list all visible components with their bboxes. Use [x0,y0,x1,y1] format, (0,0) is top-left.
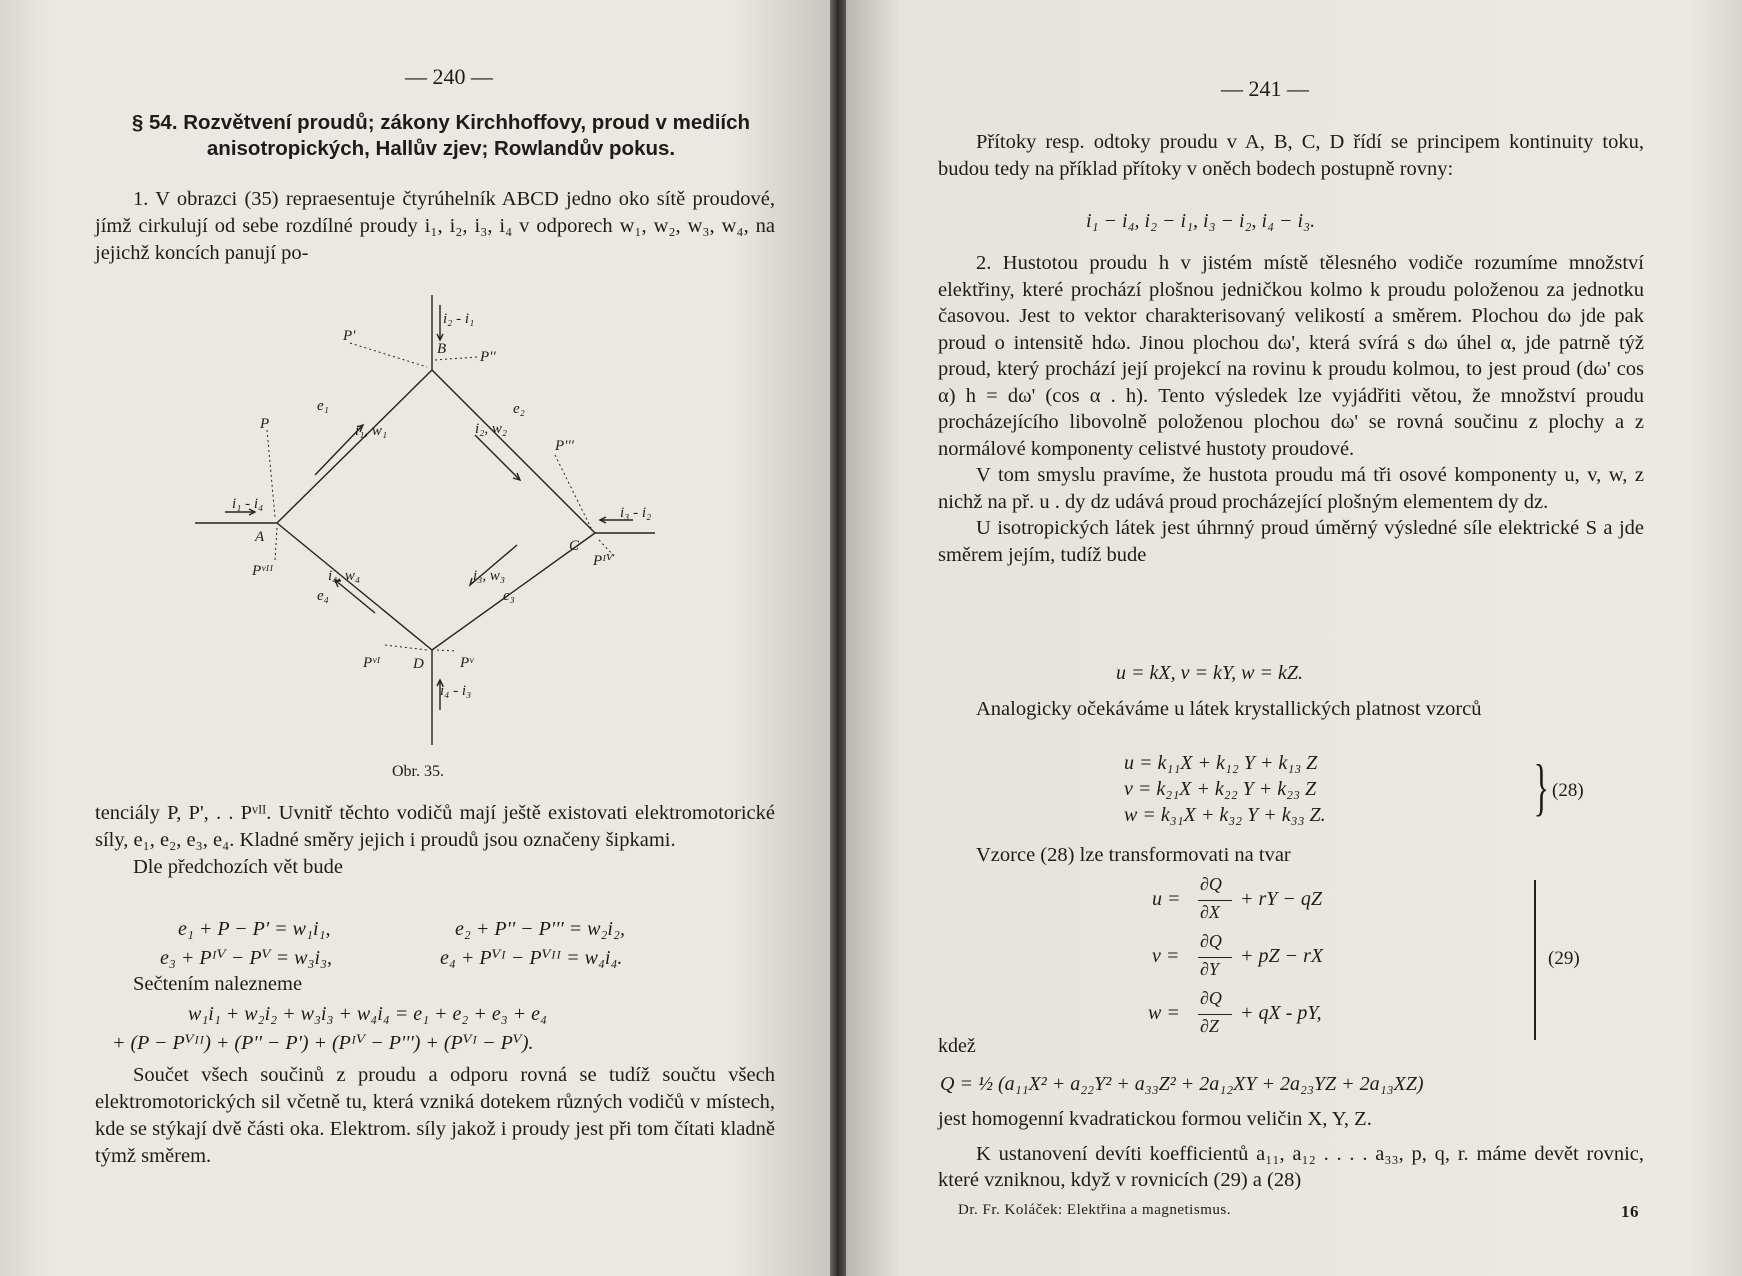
paragraph: Vzorce (28) lze transformovati na tvar [976,844,1291,866]
arrow-i4 [335,580,375,613]
label-bottom-current: i₄ - i₃ [440,683,472,699]
equation: e₁ + P − P' = w₁i₁, [178,918,331,940]
denominator: ∂X [1200,902,1220,922]
footer-title: Dr. Fr. Koláček: Elektřina a magnetismus. [958,1202,1231,1218]
paragraph: Sečtením nalezneme [133,973,303,995]
signature-number: 16 [1621,1202,1639,1221]
equation: e₂ + P'' − P''' = w₂i₂, [455,918,625,940]
equation-lhs: u = [1152,888,1181,910]
equation: e₄ + Pⱽᴵ − Pⱽᴵᴵ = w₄i₄. [440,947,623,969]
label-A: A [255,529,265,545]
equation-number: (29) [1548,948,1580,969]
equation: w₁i₁ + w₂i₂ + w₃i₃ + w₄i₄ = e₁ + e₂ + e₃ + e₄ [188,1003,548,1025]
label-P7: Pᵛᴵᴵ [252,563,274,579]
fraction-bar [1198,957,1232,958]
equation-lhs: w = [1148,1002,1180,1024]
page-number: — 241 — [1221,76,1309,101]
denominator: ∂Z [1200,1016,1219,1036]
label-i2w2: i₂, w₂ [475,421,508,437]
wire-ba [277,370,432,523]
paragraph: Přítoky resp. odtoky proudu v A, B, C, D řídí se principem kontinuity toku, budou tedy na příklad přítoky v oněch bodech postupně rovny: [938,131,1644,180]
label-P5: Pᵛ [460,655,474,671]
section-heading: § 54. Rozvětvení proudů; zákony Kirchhoffovy, proud v mediích anisotropických, Hallův zjev; Rowlandův pokus. [131,111,751,160]
label-P6: Pᵛᴵ [363,655,381,671]
paragraph: 1. V obrazci (35) repraesentuje čtyrúhelník ABCD jedno oko sítě proudové, jímž cirkulují od sebe rozdílné proudy i₁, i₂, i₃, i₄ v odporech w₁, w₂, w₃, w₄, na jejichž koncích panují po- [95,188,775,264]
label-i4w4: i₄, w₄ [328,568,361,584]
label-P: P [260,416,270,432]
paragraph: Dle předchozích vět bude [133,856,344,878]
numerator: ∂Q [1200,931,1222,951]
equation-number: (28) [1552,780,1584,801]
paragraph: U isotropických látek jest úhrnný proud úměrný výsledné síle elektrické S a jde směrem jejím, tudíž bude [938,517,1644,566]
brace-line [1534,880,1536,1040]
paragraph: V tom smyslu pravíme, že hustota proudu má tři osové komponenty u, v, w, z nichž na př. u . dy dz udává proud procházející plošným elementem dy dz. [938,464,1644,513]
label-e1: e₁ [317,398,329,414]
equation: w = k₃₁X + k₃₂ Y + k₃₃ Z. [1124,804,1326,826]
label-e4: e₄ [317,588,329,604]
page-number: — 240 — [405,64,493,89]
numerator: ∂Q [1200,874,1222,894]
equation: + (P − Pⱽᴵᴵ) + (P'' − P') + (Pᴵⱽ − P''') + (Pⱽᴵ − Pⱽ). [112,1032,534,1054]
circuit-figure [195,295,675,765]
equation-lhs: v = [1152,945,1180,967]
book-gutter [830,0,846,1276]
label-e2: e₂ [513,401,525,417]
paragraph: Součet všech součinů z proudu a odporu rovná se tudíž součtu všech elektromotorických sil včetně tu, která vzniká dotekem různých vodičů v místech, kde se stýkají dvě části oka. Elektrom. síly jakož i proudy jest při tom čítati kladně týmž směrem. [95,1064,775,1167]
equation-rest: + qX - pY, [1240,1002,1322,1024]
equation-rest: + pZ − rX [1240,945,1324,967]
label-right-current: i₃ - i₂ [620,505,652,521]
equation-Q: Q = ½ (a₁₁X² + a₂₂Y² + a₃₃Z² + 2a₁₂XY + 2a₂₃YZ + 2a₁₃XZ) [940,1073,1424,1095]
fraction-bar [1198,1014,1232,1015]
word-kdez: kdež [938,1035,976,1057]
paragraph: 2. Hustotou proudu h v jistém místě tělesného vodiče rozumíme množství elektřiny, které prochází plošnou jedničkou kolmo k proudu položenou za jednotku časovou. Jest to vektor charakterisovaný velikostí a směrem. Plochou dω jde pak proud o intensitě hdω. Jinou plochou dω', která svírá s dω úhel α, jde patrně týž proud, který prochází její projekcí na rovinu k proudu kolmou, to jest proud (dω' cos α) h = dω' (cos α . h). Tento výsledek lze vyjádřiti větou, že množství proudu procházejícího libovolně položenou plochou dω' se rovná součinu z plochy a z normálové komponenty celistvé hustoty proudové. [938,252,1644,460]
equation: i₁ − i₄, i₂ − i₁, i₃ − i₂, i₄ − i₃. [1086,210,1316,232]
numerator: ∂Q [1200,988,1222,1008]
figure-caption: Obr. 35. [392,763,444,780]
equation: u = kX, v = kY, w = kZ. [1116,662,1303,684]
label-e3: e₃ [503,588,515,604]
equation-rest: + rY − qZ [1240,888,1323,910]
arrow-i2 [475,435,520,480]
equation: u = k₁₁X + k₁₂ Y + k₁₃ Z [1124,752,1318,774]
label-top-current: i₂ - i₁ [443,311,475,327]
brace: } [1533,751,1550,822]
paragraph: tenciály P, P', . . Pᵛᴵᴵ. Uvnitř těchto vodičů mají ještě existovati elektromotorické síly, e₁, e₂, e₃, e₄. Kladné směry jejich i proudů jsou označeny šipkami. [95,802,775,851]
denominator: ∂Y [1200,959,1219,979]
paragraph: Analogicky očekáváme u látek krystallických platnost vzorců [976,698,1482,720]
equation: e₃ + Pᴵⱽ − Pⱽ = w₃i₃, [160,947,332,969]
label-i3w3: i₃, w₃ [473,568,506,584]
label-B: B [437,341,447,357]
label-left-current: i₁ - i₄ [232,496,264,512]
fraction-bar [1198,900,1232,901]
label-C: C [569,538,580,554]
label-P3: P''' [555,438,574,454]
label-D: D [413,656,424,672]
label-P1: P' [343,328,356,344]
label-i1w1: i₁, w₁ [355,423,388,439]
wire-ad [277,523,432,650]
label-P2: P'' [480,349,496,365]
right-page [846,0,1742,1276]
paragraph: jest homogenní kvadratickou formou veličin X, Y, Z. [938,1108,1372,1130]
equation: v = k₂₁X + k₂₂ Y + k₂₃ Z [1124,778,1317,800]
label-P4: Pᴵⱽ [593,553,613,569]
left-page [0,0,830,1276]
paragraph: K ustanovení devíti koefficientů a₁₁, a₁₂ . . . . a₃₃, p, q, r. máme devět rovnic, které vzniknou, když v rovnicích (29) a (28) [938,1142,1644,1191]
